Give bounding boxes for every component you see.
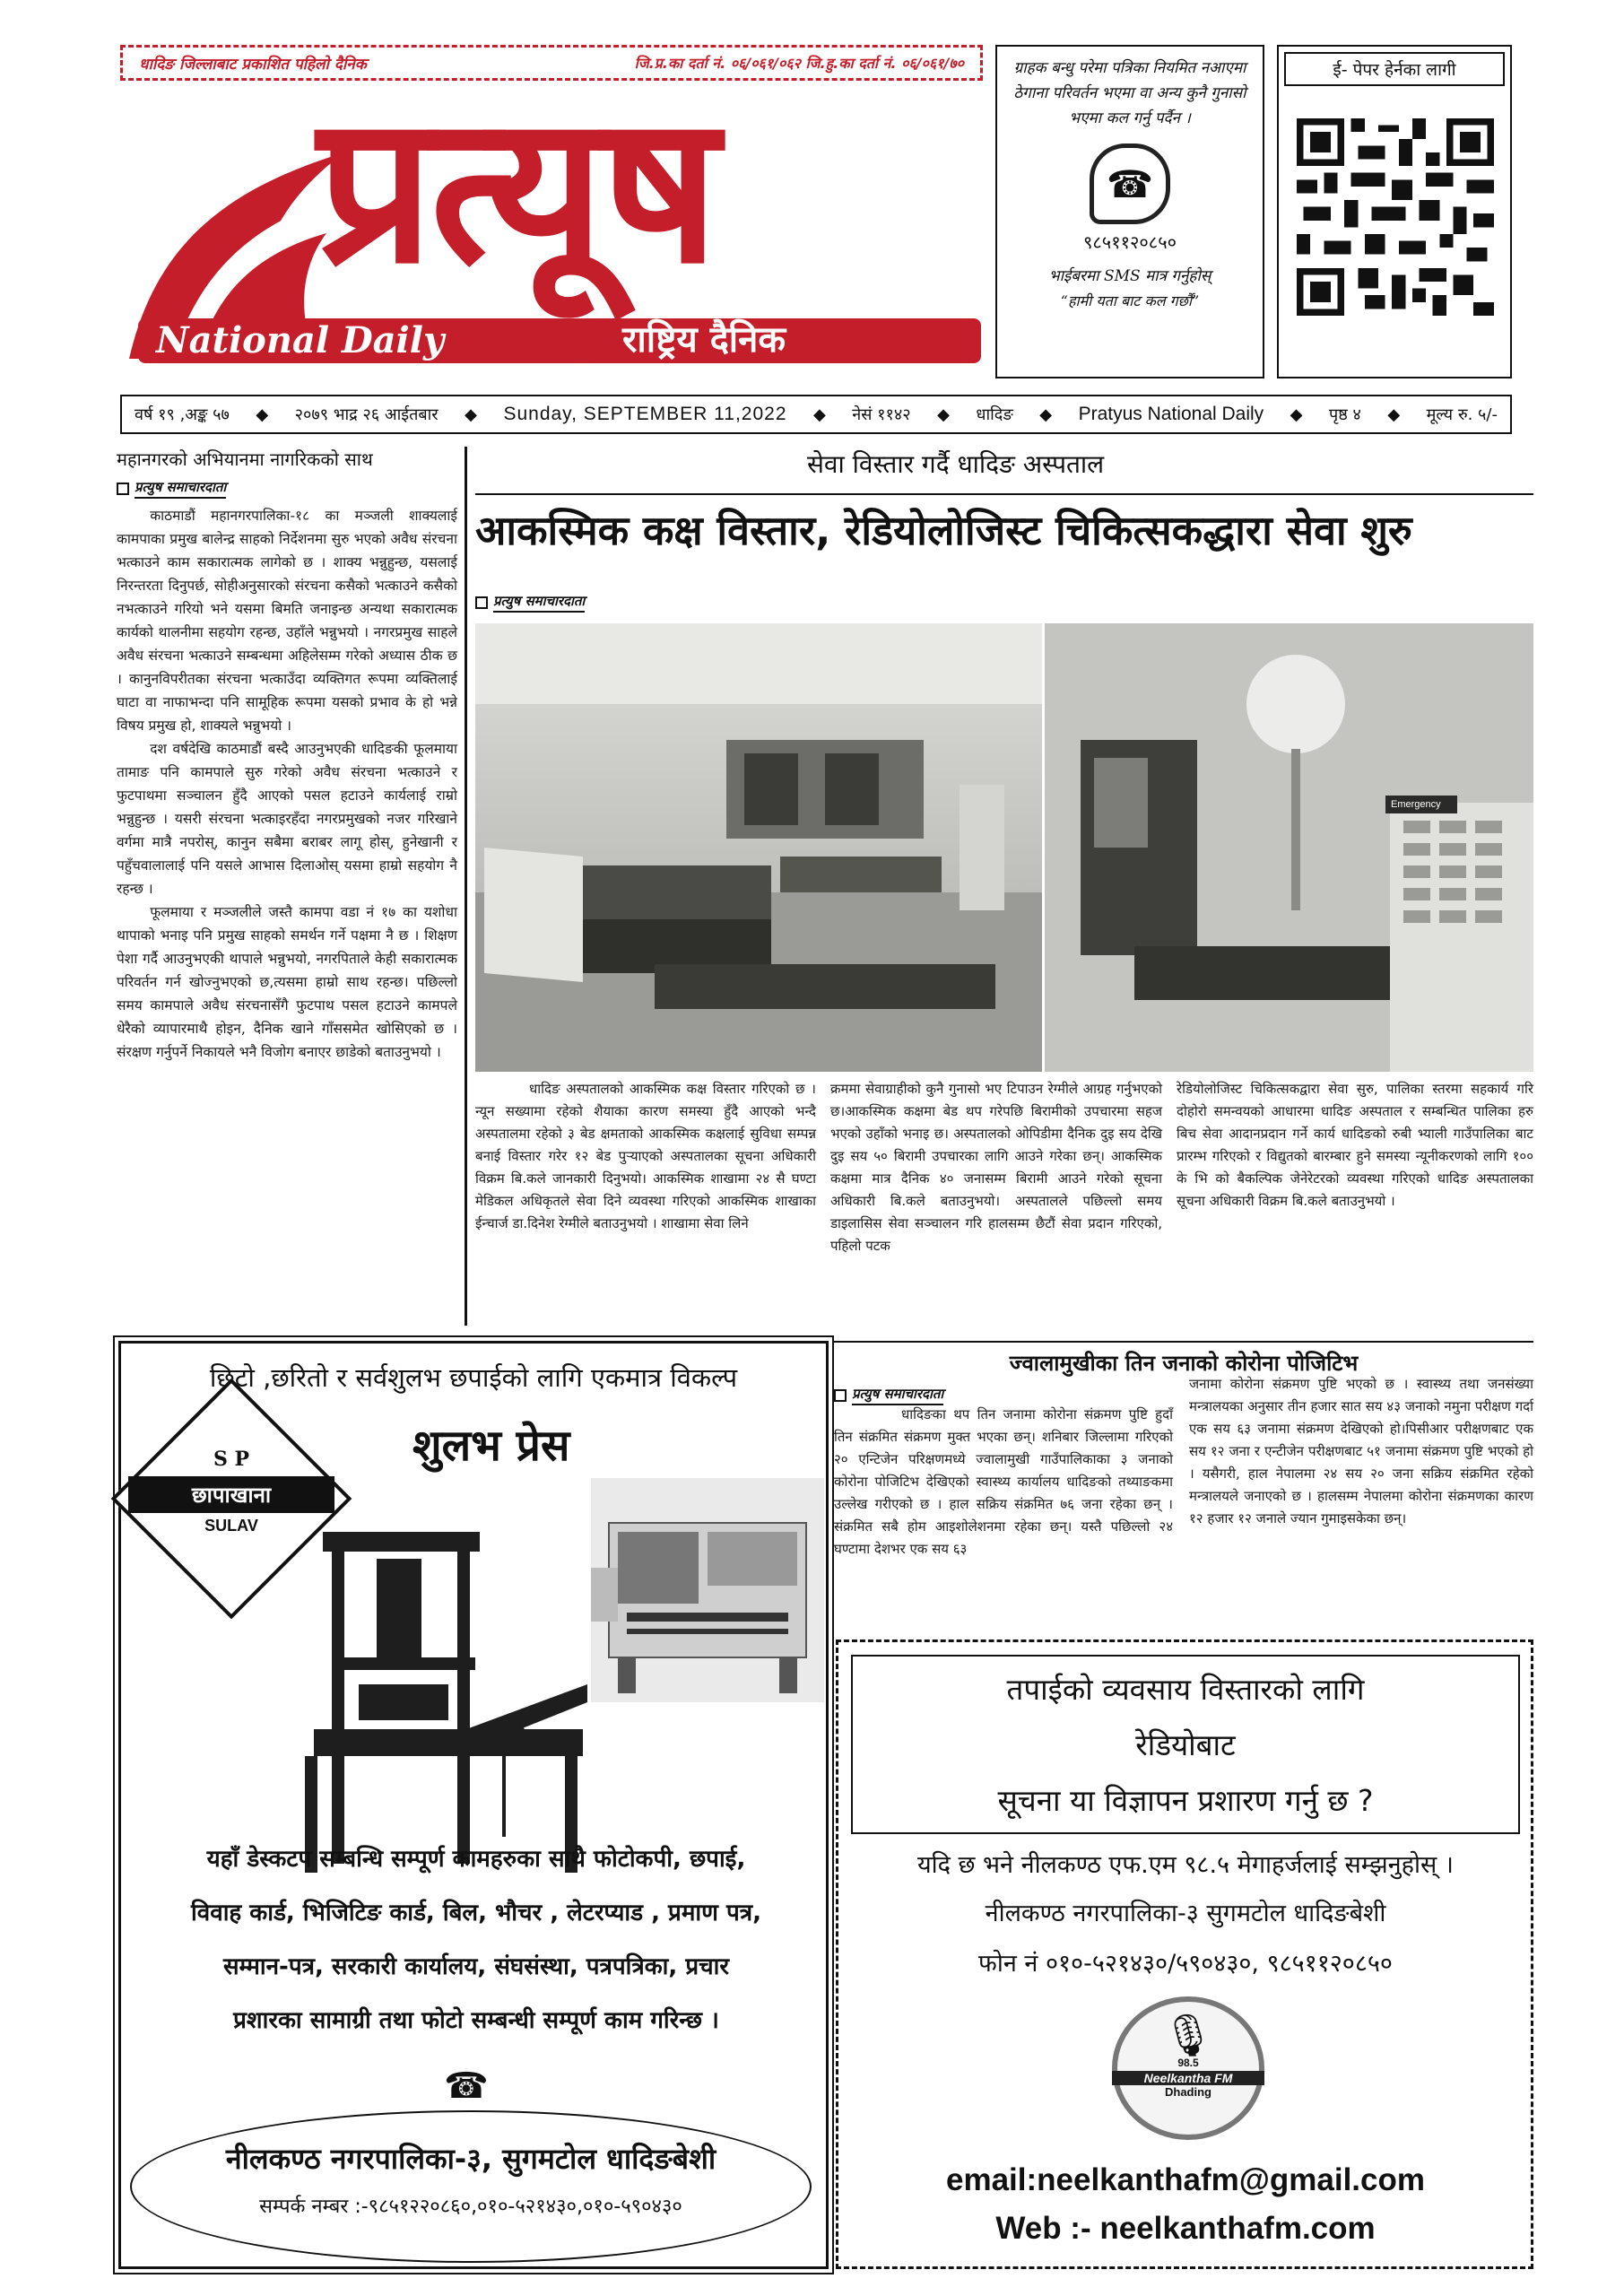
main-col-2: क्रममा सेवाग्राहीको कुनै गुनासो भए टिपाउन रेग्मीले आग्रह गर्नुभएको छ।आकस्मिक कक्षमा बेड थप गरेपछि बिरामीको उपचारमा सहज भएको उहाँको भनाइ छ। अस्पतालको ओपिडीमा दैनिक दुइ सय देखि दुइ सय ५० बिरामी उपचारका लागि आउने गरेका छन्। आकस्मिक कक्षमा मात्र दैनिक ४० जनासम्म बिरामी आउने गरेको सूचना अधिकारी बि.कले बताउनुभयो। अस्पतालले पछिल्लो समय डाइलासिस सेवा सञ्चालन गरि हालसम्म छैटौं सेवा प्रदान गरिएको, पहिलो पटक	[830, 1081, 1162, 1254]
logo-text: प्रत्यूष	[317, 68, 716, 309]
fm-logo	[1112, 1996, 1264, 2140]
fm-address: नीलकण्ठ नगरपालिका-३ सुगमटोल धादिङबेशी	[985, 1900, 1386, 1927]
press-ad-line: यहाँ डेस्कटप सम्बन्धि सम्पूर्ण कामहरुका साथै फोटोकपी, छपाई,	[206, 1846, 746, 1873]
fm-logo-place: Dhading	[1165, 2085, 1211, 2099]
fm-logo-freq: 98.5	[1177, 2057, 1199, 2069]
place: धादिङ	[976, 405, 1013, 424]
corona-reporter: प्रत्युष समाचारदाता	[834, 1385, 1533, 1405]
ad-date: Sunday, SEPTEMBER 11,2022	[503, 404, 787, 424]
ne-sam: नेसं ११४२	[852, 405, 911, 424]
press-contact-oval	[130, 2110, 812, 2263]
reporter-box-icon	[475, 596, 488, 609]
main-kicker: सेवा विस्तार गर्दै धादिङ अस्पताल	[807, 449, 1105, 479]
left-story-body	[117, 504, 457, 1064]
press-address: नीलकण्ठ नगरपालिका-३, सुगमटोल धादिङबेशी	[225, 2142, 716, 2176]
viber-icon[interactable]: ☎	[1090, 144, 1170, 224]
press-contact: सम्पर्क नम्बर :-९८५१२२०८६०,०१०-५२१४३०,०१०-५९०४३०	[259, 2196, 682, 2218]
qr-code-icon[interactable]	[1297, 118, 1494, 316]
notice-box	[995, 45, 1264, 378]
fm-logo-name: Neelkantha FM	[1112, 2071, 1264, 2085]
bs-date: २०७९ भाद्र २६ आईतबार	[294, 405, 439, 424]
masthead-logo	[120, 68, 983, 372]
main-reporter: प्रत्युष समाचारदाता	[475, 592, 585, 613]
main-col-3: रेडियोलोजिस्ट चिकित्सकद्वारा सेवा सुरु, पालिका स्तरमा सहकार्य गरि दोहोरो समन्वयको आधारमा धादिङ अस्पताल र सम्बन्धित पालिका हरु बिच सेवा आदानप्रदान गर्ने कार्य धादिङको रुबी भ्याली गाउँपालिका बाट प्रारम्भ गरिएको र विद्युतको बारम्बार हुने समस्या न्यूनीकरणको लागि १०० के भि को बैकल्पिक जेनेरेटरको व्यवस्था गरिएको धादिङ अस्पतालका सूचना अधिकारी विक्रम बि.कले बताउनुभयो ।	[1177, 1081, 1533, 1209]
fm-ad-box	[851, 1655, 1520, 1834]
left-story-headline: महानगरको अभियानमा नागरिकको साथ	[117, 448, 373, 470]
left-story-paragraph: फूलमाया र मञ्जलीले जस्तै कामपा वडा नं १७ का यशोधा थापाको भनाइ पनि प्रमुख साहको समर्थन गर्ने पक्षमा नै छ । शिक्षण पेशा गर्दै आउनुभएकी थापाले भन्नुभयो, नगरपिताले केही सकारात्मक परिवर्तन गर्न खोज्नुभएको छ,त्यसमा हाम्रो साथ रहन्छ। पछिल्लो समय कामपाले अवैध संरचनासँगै फुटपाथ पसल हटाउने कामपले धेरैको व्यापारमाथै होइन, दैनिक खाने गाँससमेत खोसिएको छ । संरक्षण गर्नुपर्ने निकायले भनै विजोग बनाएर छाडेको बताउनुभयो ।	[117, 904, 457, 1060]
left-story-paragraph: दश वर्षदेखि काठमाडौं बस्दै आउनुभएकी धादिङकी फूलमाया तामाङ पनि कामपाले सुरु गरेको अवैध संरचना भत्काउने र फुटपाथमा सञ्चालन हुँदै आएको पसल हटाउने कार्यलाई राम्रो भन्नुहुन्छ । यसरी संरचना भत्काइरहँदा नगरप्रमुखको नजर गरिखाने वर्गमा मात्रै नपरोस्, कानुन सबैमा बराबर लागू होस्, हुनेखानी र पहुँचवालालाई पनि यसले आभास दिलाओस् यसमा हाम्रो सहयोग नै रहन्छ ।	[117, 741, 457, 897]
corona-story	[834, 1341, 1533, 1646]
fm-web[interactable]: Web :- neelkanthafm.com	[995, 2211, 1376, 2246]
fm-phone: फोन नं ०१०-५२१४३०/५९०४३०, ९८५११२०८५०	[978, 1950, 1393, 1978]
corona-col-2: जनामा कोरोना संक्रमण पुष्टि भएको छ । स्वास्थ्य तथा जनसंख्या मन्त्रालयका अनुसार तीन हजार सात सय ४३ जनाको नमुना परीक्षण गर्दा एक सय ६३ जनामा संक्रमण देखिएको हो।पिसीआर परीक्षणबाट एक सय १२ जना र एन्टीजेन परीक्षणबाट ५१ जनामा संक्रमण पुष्टि भएको हो । यसैगरी, हाल नेपालमा २४ सय २० जना सक्रिय संक्रमित रहेको मन्त्रालयले जनाएको छ । हालसम्म नेपालमा कोरोना संक्रमणका कारण १२ हजार १२ जनाले ज्यान गुमाइसकेका छन्।	[1189, 1376, 1533, 1526]
registration-line: जि.प्र.का दर्ता नं. ०६/०६१/०६२ जि.हु.का दर्ता नं. ०६/०६१/७०	[634, 55, 964, 72]
left-story	[117, 447, 457, 1344]
phone-icon: ☎	[444, 2066, 489, 2107]
offset-press-image	[591, 1478, 824, 1702]
column-rule	[465, 447, 467, 1326]
press-ad-tagline: छिटो ,छरितो र सर्वशुलभ छपाईको लागि एकमात्र विकल्प	[209, 1362, 738, 1393]
left-story-paragraph: काठमाडौं महानगरपालिका-१८ का मञ्जली शाक्यलाई कामपाका प्रमुख बालेन्द्र साहको निर्देशनमा सुरु भएको अवैध संरचना भत्काउने काम सकारात्मक लागेको छ । शाक्य भन्नुहुन्छ, यसलाई निरन्तरता दिनुपर्छ, सोहीअनुसारको संरचना कसैको भत्काउने कसैको नभत्काउने गरियो भने यसमा बिमति जनाइन्छ अन्यथा सकारात्मक कार्यको थालनीमा सहयोग रहन्छ, उहाँले भन्नुभयो । नगरप्रमुख साहले अवैध संरचना भत्काउने सम्बन्धमा अहिलेसम्म गरेको अध्यास ठीक छ । कानुनविपरीतका संरचना भत्काउँदा व्यक्तिगत रूपमा व्यक्तिलाई घाटा वा नाफाभन्दा पनि सामूहिक रूपमा यसको प्रभाव के हो भन्ने विषय प्रमुख हो, शाक्यले भन्नुभयो ।	[117, 508, 457, 734]
fm-ad-line: सूचना या विज्ञापन प्रशारण गर्नु छ ?	[997, 1783, 1374, 1818]
hospital-photo-ward	[475, 623, 1042, 1072]
left-story-reporter: प्रत्युष समाचारदाता	[117, 478, 457, 499]
corona-col-1: धादिङका थप तिन जनामा कोरोना संक्रमण पुष्टि हुदाँ तिन संक्रमित संक्रमण मुक्त भएका छन्। शनिबार जिल्लामा गरिएको २० एन्टिजेन परिक्षणमध्ये ज्वालामुखी गाउँपालिकाका ३ जनाको कोरोना पोजिटिभ देखिएको स्वास्थ्य कार्यालय धादिङको तथ्याङकमा उल्लेख गरीएको छ । हाल सक्रिय संक्रमित ७६ जना रहेका छन् । संक्रमित सबै होम आइशोलेशनमा रहेका छन्। यस्तै पछिल्लो २४ घण्टामा देशभर एक सय ६३	[834, 1406, 1173, 1557]
notice-phone: ९८५११२०८५०	[1083, 231, 1177, 253]
kicker-rule	[475, 493, 1533, 495]
main-headline: आकस्मिक कक्ष विस्तार, रेडियोलोजिस्ट चिकित्सकद्धारा सेवा शुरु	[475, 507, 1412, 554]
rastriya-dainik: राष्ट्रिय दैनिक	[622, 318, 786, 361]
epaper-label: ई- पेपर हेर्नका लागी	[1284, 52, 1505, 86]
main-col-1: धादिङ अस्पतालको आकस्मिक कक्ष विस्तार गरिएको छ । न्यून सख्यामा रहेको शैयाका कारण समस्या हुँदै आएको भन्दै अस्पतालमा रहेको ३ बेड क्षमताको आकस्मिक कक्षलाई सुविधा सम्पन्न बनाई विस्तार गरेर १२ बेड पुऱ्याएको अस्पतालका सूचना अधिकारी विक्रम बि.कले जानकारी दिनुभयो। आकस्मिक शाखामा २४ सै घण्टा मेडिकल अधिकृतले सेवा दिने व्यवस्था गरिएको आकस्मिक शाखाका ईन्चार्ज डा.दिनेश रेग्मीले बताउनुभयो । शाखामा सेवा लिने	[475, 1081, 816, 1231]
fm-email[interactable]: email:neelkanthafm@gmail.com	[945, 2162, 1425, 2197]
paper-name: Pratyus National Daily	[1078, 404, 1264, 424]
fm-ad	[836, 1639, 1533, 2269]
fm-ad-line: तपाईको व्यवसाय विस्तारको लागि	[1006, 1672, 1365, 1707]
press-logo-en: SULAV	[204, 1517, 258, 1535]
reporter-box-icon	[117, 483, 129, 495]
hospital-photo-emergency	[1045, 623, 1533, 1072]
press-ad	[118, 1341, 829, 2269]
reporter-box-icon	[834, 1389, 847, 1402]
volume: वर्ष १९ ,अङ्क ५७	[135, 405, 230, 424]
press-ad-line: विवाह कार्ड, भिजिटिङ कार्ड, बिल, भौचर , लेटरप्याड , प्रमाण पत्र,	[191, 1900, 761, 1926]
page-number: पृष्ठ ४	[1328, 405, 1361, 424]
microphone-icon: 🎙	[1161, 2011, 1215, 2059]
corona-headline: ज्वालामुखीका तिन जनाको कोरोना पोजिटिभ	[834, 1341, 1533, 1378]
hand-press-image	[278, 1523, 601, 1882]
fm-ad-line: रेडियोबाट	[1135, 1727, 1236, 1762]
press-ad-name: शुलभ प्रेस	[413, 1421, 570, 1471]
emergency-sign: Emergency	[1391, 799, 1441, 810]
press-ad-body	[139, 1832, 813, 2048]
dateline-bar: वर्ष १९ ,अङ्क ५७ ◆ २०७९ भाद्र २६ आईतबार ◆ Sunday, SEPTEMBER 11,2022 ◆ नेसं ११४२ ◆ धादिङ ◆ Pratyus National Daily ◆ पृष्ठ ४ ◆ मूल्य रु. ५/-	[120, 395, 1512, 434]
notice-tagline: “हामी यता बाट कल गर्छौं”	[1060, 292, 1200, 309]
press-logo-initials: S P	[213, 1448, 250, 1471]
fm-call: यदि छ भने नीलकण्ठ एफ.एम ९८.५ मेगाहर्जलाई सम्झनुहोस् ।	[916, 1851, 1455, 1879]
notice-sms: भाईबरमा SMS मात्र गर्नुहोस्	[1048, 267, 1211, 285]
national-daily: National Daily	[156, 319, 445, 361]
press-ad-line: प्रशारका सामाग्री तथा फोटो सम्बन्धी सम्पूर्ण काम गरिन्छ ।	[233, 2007, 719, 2034]
epaper-box	[1277, 45, 1512, 378]
press-logo-word: छापाखाना	[128, 1476, 334, 1513]
district-line: धादिङ जिल्लाबाट प्रकाशित पहिलो दैनिक	[139, 55, 367, 74]
price: मूल्य रु. ५/-	[1426, 405, 1498, 424]
notice-text: ग्राहक बन्धु परेमा पत्रिका नियमित नआएमा ठेगाना परिवर्तन भएमा वा अन्य कुनै गुनासो भएमा कल गर्नु पर्दैन ।	[1013, 59, 1246, 127]
press-ad-line: सम्मान-पत्र, सरकारी कार्यालय, संघसंस्था, पत्रपत्रिका, प्रचार	[222, 1953, 730, 1980]
